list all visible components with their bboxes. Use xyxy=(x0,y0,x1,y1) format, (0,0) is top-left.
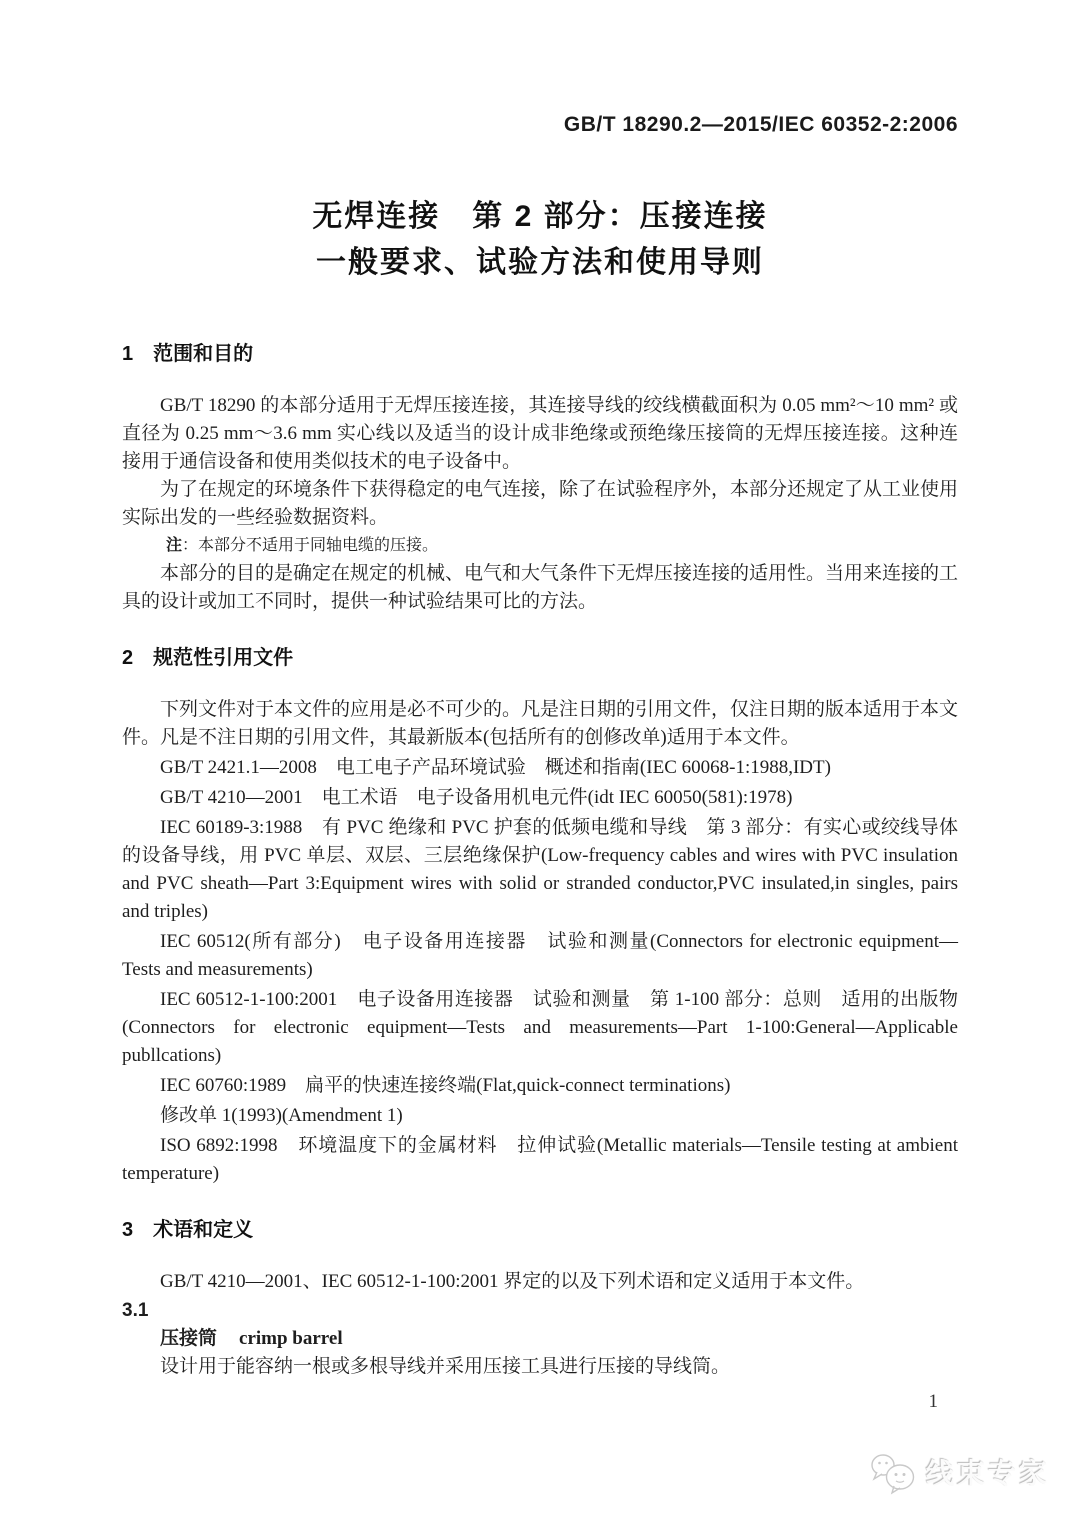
document-title-line1: 无焊连接 第 2 部分：压接连接 xyxy=(312,200,768,233)
reference-item: IEC 60512-1-100:2001 电子设备用连接器 试验和测量 第 1-100 部分：总则 适用的出版物(Connectors for electronic equipment—Tests and measurements—Part 1-100:General—Applicable publlcations) xyxy=(122,989,958,1066)
section-2-heading xyxy=(122,644,958,672)
reference-item: IEC 60512(所有部分) 电子设备用连接器 试验和测量(Connectors for electronic equipment—Tests and measurements) xyxy=(122,931,958,980)
term-definition: 设计用于能容纳一根或多根导线并采用压接工具进行压接的导线筒。 xyxy=(160,1356,731,1377)
section-1-note xyxy=(122,532,958,560)
reference-item: 修改单 1(1993)(Amendment 1) xyxy=(160,1105,403,1126)
section-1-paragraph-2: 为了在规定的环境条件下获得稳定的电气连接，除了在试验程序外，本部分还规定了从工业使用实际出发的一些经验数据资料。 xyxy=(122,479,959,528)
section-1-paragraph-1: GB/T 18290 的本部分适用于无焊压接连接，其连接导线的绞线横截面积为 0.05 mm²～10 mm² 或直径为 0.25 mm～3.6 mm 实心线以及适当的设计成非绝缘或预绝缘压接筒的无焊压接连接。这种连接用于通信设备和使用类似技术的电子设备中。 xyxy=(122,395,958,472)
section-3-intro: GB/T 4210—2001、IEC 60512-1-100:2001 界定的以及下列术语和定义适用于本文件。 xyxy=(160,1271,865,1292)
term-number: 3.1 xyxy=(122,1300,149,1321)
section-3-title: 术语和定义 xyxy=(153,1219,254,1241)
section-3-number: 3 xyxy=(122,1219,134,1241)
reference-item: GB/T 4210—2001 电工术语 电子设备用机电元件(idt IEC 60050(581):1978) xyxy=(160,787,793,808)
standard-code-header: GB/T 18290.2—2015/IEC 60352-2:2006 xyxy=(563,113,958,136)
note-label: 注 xyxy=(166,537,183,554)
section-1-heading xyxy=(122,340,958,368)
section-3-heading xyxy=(122,1216,958,1244)
watermark xyxy=(870,1452,1050,1496)
section-1-number: 1 xyxy=(122,343,134,365)
section-2-title: 规范性引用文件 xyxy=(153,647,294,669)
section-1-paragraph-3: 本部分的目的是确定在规定的机械、电气和大气条件下无焊压接连接的适用性。当用来连接的工具的设计或加工不同时，提供一种试验结果可比的方法。 xyxy=(122,563,959,612)
document-title xyxy=(122,194,958,286)
page-number: 1 xyxy=(928,1391,938,1412)
term-chinese: 压接筒 xyxy=(160,1328,218,1349)
reference-item: GB/T 2421.1—2008 电工电子产品环境试验 概述和指南(IEC 60068-1:1988,IDT) xyxy=(160,757,831,778)
section-2-intro: 下列文件对于本文件的应用是必不可少的。凡是注日期的引用文件，仅注日期的版本适用于本文件。凡是不注日期的引用文件，其最新版本(包括所有的创修改单)适用于本文件。 xyxy=(122,699,959,748)
reference-item: ISO 6892:1998 环境温度下的金属材料 拉伸试验(Metallic materials—Tensile testing at ambient temperature) xyxy=(122,1135,958,1184)
section-2-number: 2 xyxy=(122,647,134,669)
reference-item: IEC 60189-3:1988 有 PVC 绝缘和 PVC 护套的低频电缆和导线 第 3 部分：有实心或绞线导体的设备导线，用 PVC 单层、双层、三层绝缘保护(Low-frequency cables and wires with PVC insulation and PVC sheath—Part 3:Equipment wires with solid or stranded conductor,PVC insulated,in singles, pairs and triples) xyxy=(122,817,958,922)
wechat-icon xyxy=(870,1452,920,1496)
watermark-label: 线束专家 xyxy=(925,1458,1050,1489)
normative-references-list xyxy=(122,754,958,1188)
term-line xyxy=(122,1325,958,1353)
term-english: crimp barrel xyxy=(239,1328,343,1349)
note-text: ：本部分不适用于同轴电缆的压接。 xyxy=(182,537,439,554)
section-1-title: 范围和目的 xyxy=(153,343,254,365)
reference-item: IEC 60760:1989 扁平的快速连接终端(Flat,quick-connect terminations) xyxy=(160,1075,731,1096)
document-title-line2: 一般要求、试验方法和使用导则 xyxy=(316,246,764,279)
